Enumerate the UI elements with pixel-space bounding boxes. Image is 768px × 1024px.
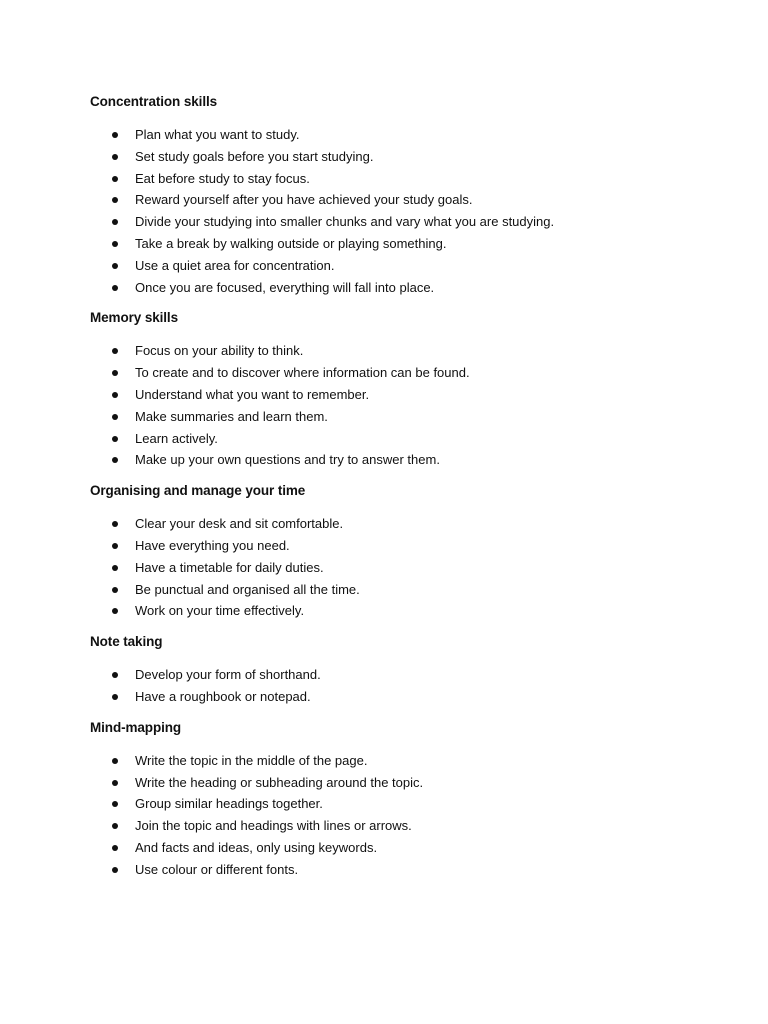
list-item-text: Make summaries and learn them. bbox=[135, 408, 328, 424]
bullet-icon bbox=[112, 694, 118, 700]
section-organising-time bbox=[90, 481, 690, 622]
list-item bbox=[90, 362, 690, 384]
list-item-text: Be punctual and organised all the time. bbox=[135, 581, 360, 597]
list-item bbox=[90, 600, 690, 622]
list-item-text: Focus on your ability to think. bbox=[135, 343, 304, 359]
list-item-text: Write the heading or subheading around the topic. bbox=[135, 774, 424, 790]
list-item bbox=[90, 815, 690, 837]
list-item-text: Understand what you want to remember. bbox=[135, 386, 370, 402]
bullet-icon bbox=[112, 587, 118, 593]
list-item bbox=[90, 233, 690, 255]
list-item bbox=[90, 255, 690, 277]
section-note-taking bbox=[90, 632, 690, 708]
list-item-text: Take a break by walking outside or playing something. bbox=[135, 235, 447, 251]
bullet-icon bbox=[112, 845, 118, 851]
list-item-text: And facts and ideas, only using keywords. bbox=[135, 839, 378, 855]
bullet-list bbox=[90, 664, 690, 708]
list-item bbox=[90, 384, 690, 406]
list-item bbox=[90, 277, 690, 299]
list-item bbox=[90, 686, 690, 708]
list-item-text: Develop your form of shorthand. bbox=[135, 667, 321, 683]
bullet-list bbox=[90, 340, 690, 471]
section-mind-mapping bbox=[90, 718, 690, 881]
bullet-icon bbox=[112, 414, 118, 420]
list-item-text: Have everything you need. bbox=[135, 537, 290, 553]
list-item-text: Group similar headings together. bbox=[135, 796, 323, 812]
bullet-list bbox=[90, 750, 690, 881]
list-item bbox=[90, 750, 690, 772]
list-item-text: Eat before study to stay focus. bbox=[135, 170, 310, 186]
bullet-icon bbox=[112, 672, 118, 678]
section-heading: Concentration skills bbox=[90, 94, 218, 109]
bullet-icon bbox=[112, 457, 118, 463]
list-item-text: Work on your time effectively. bbox=[135, 603, 305, 619]
bullet-icon bbox=[112, 543, 118, 549]
bullet-icon bbox=[112, 801, 118, 807]
bullet-icon bbox=[112, 608, 118, 614]
list-item bbox=[90, 859, 690, 881]
list-item bbox=[90, 535, 690, 557]
bullet-icon bbox=[112, 241, 118, 247]
list-item-text: Once you are focused, everything will fall into place. bbox=[135, 279, 435, 295]
list-item-text: Divide your studying into smaller chunks and vary what you are studying. bbox=[135, 214, 555, 230]
bullet-icon bbox=[112, 521, 118, 527]
bullet-icon bbox=[112, 132, 118, 138]
bullet-list bbox=[90, 513, 690, 622]
list-item bbox=[90, 579, 690, 601]
list-item-text: Join the topic and headings with lines or arrows. bbox=[135, 818, 412, 834]
bullet-icon bbox=[112, 176, 118, 182]
bullet-icon bbox=[112, 565, 118, 571]
list-item-text: Have a roughbook or notepad. bbox=[135, 688, 311, 704]
list-item-text: Plan what you want to study. bbox=[135, 127, 300, 142]
bullet-icon bbox=[112, 436, 118, 442]
list-item-text: Use a quiet area for concentration. bbox=[135, 257, 335, 273]
bullet-icon bbox=[112, 219, 118, 225]
bullet-icon bbox=[112, 780, 118, 786]
list-item bbox=[90, 189, 690, 211]
list-item-text: Clear your desk and sit comfortable. bbox=[135, 516, 344, 532]
list-item-text: Use colour or different fonts. bbox=[135, 861, 299, 877]
list-item bbox=[90, 772, 690, 794]
list-item bbox=[90, 146, 690, 168]
bullet-icon bbox=[112, 154, 118, 160]
section-memory-skills bbox=[90, 308, 690, 471]
list-item bbox=[90, 406, 690, 428]
bullet-list bbox=[90, 124, 690, 298]
list-item bbox=[90, 449, 690, 471]
section-concentration-skills bbox=[90, 92, 690, 298]
section-heading: Note taking bbox=[90, 634, 163, 650]
list-item-text: Have a timetable for daily duties. bbox=[135, 559, 324, 575]
bullet-icon bbox=[112, 263, 118, 269]
list-item bbox=[90, 428, 690, 450]
bullet-icon bbox=[112, 867, 118, 873]
section-heading: Memory skills bbox=[90, 310, 178, 326]
section-heading: Mind-mapping bbox=[90, 719, 182, 735]
list-item-text: Learn actively. bbox=[135, 430, 218, 446]
list-item bbox=[90, 340, 690, 362]
list-item bbox=[90, 557, 690, 579]
list-item-text: Set study goals before you start studying. bbox=[135, 148, 374, 164]
list-item-text: Make up your own questions and try to answer them. bbox=[135, 452, 440, 468]
bullet-icon bbox=[112, 197, 118, 203]
bullet-icon bbox=[112, 348, 118, 354]
section-heading: Organising and manage your time bbox=[90, 483, 306, 499]
list-item-text: Write the topic in the middle of the page. bbox=[135, 752, 368, 768]
list-item bbox=[90, 124, 690, 146]
list-item bbox=[90, 211, 690, 233]
bullet-icon bbox=[112, 370, 118, 376]
document-body bbox=[90, 92, 690, 891]
list-item bbox=[90, 793, 690, 815]
list-item-text: To create and to discover where information can be found. bbox=[135, 365, 470, 381]
bullet-icon bbox=[112, 392, 118, 398]
list-item bbox=[90, 513, 690, 535]
bullet-icon bbox=[112, 285, 118, 291]
list-item bbox=[90, 664, 690, 686]
list-item bbox=[90, 168, 690, 190]
list-item-text: Reward yourself after you have achieved your study goals. bbox=[135, 192, 473, 208]
bullet-icon bbox=[112, 823, 118, 829]
list-item bbox=[90, 837, 690, 859]
bullet-icon bbox=[112, 758, 118, 764]
